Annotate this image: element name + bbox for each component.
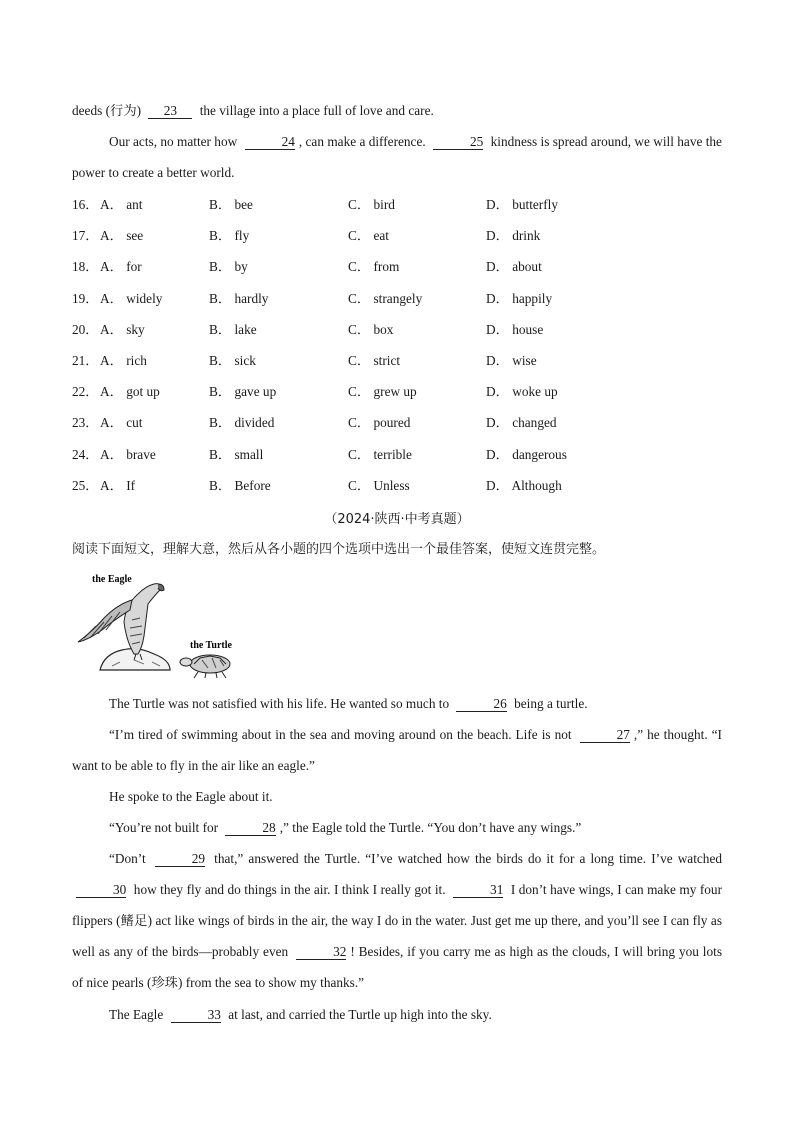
- option-d[interactable]: D． about: [486, 259, 542, 275]
- option-c[interactable]: C． strict: [348, 353, 401, 368]
- option-c[interactable]: C． from: [348, 259, 400, 275]
- instruction: 阅读下面短文，理解大意，然后从各小题的四个选项中选出一个最佳答案，使短文连贯完整。: [72, 542, 606, 557]
- question-number: 22．: [72, 384, 99, 400]
- option-d[interactable]: D． butterfly: [486, 197, 559, 212]
- text: being a turtle.: [514, 696, 588, 711]
- option-d[interactable]: D． house: [486, 321, 544, 337]
- text: deeds (行为): [72, 103, 142, 118]
- story-paragraph-6: [72, 999, 722, 1030]
- option-a[interactable]: A． widely: [100, 290, 163, 306]
- option-a[interactable]: A． see: [100, 228, 144, 244]
- option-d[interactable]: D． dangerous: [486, 446, 567, 462]
- text: “Don’t: [109, 851, 146, 866]
- option-a[interactable]: A． for: [100, 259, 142, 275]
- text: I don’t have wings, I can make my four flippers (鳍足) act like wings of birds in the air, the way I do in the water. Just get me up there, and you’ll see I can fly as well as any of the birds—probably even: [72, 882, 723, 959]
- text: how they fly and do things in the air. I think I really got it.: [133, 882, 446, 897]
- source-label: （2024·陕西·中考真题）: [324, 512, 470, 527]
- turtle-label: the Turtle: [190, 640, 232, 651]
- blank-27: 27: [580, 727, 630, 743]
- blank-28: 28: [225, 820, 275, 836]
- text: the village into a place full of love and care.: [199, 103, 434, 118]
- option-c[interactable]: C． box: [348, 321, 394, 337]
- blank-30: 30: [76, 882, 126, 898]
- option-d[interactable]: D． changed: [486, 415, 557, 431]
- option-b[interactable]: B． bee: [209, 197, 253, 212]
- question-number: 17．: [72, 228, 99, 244]
- blank-24: 24: [245, 134, 295, 150]
- text: , can make a difference.: [298, 134, 426, 149]
- option-c[interactable]: C． strangely: [348, 290, 423, 306]
- text: the power to create a better world.: [72, 134, 722, 180]
- option-a[interactable]: A． sky: [100, 321, 145, 337]
- option-b[interactable]: B． small: [209, 446, 264, 462]
- story-paragraph-4: [72, 812, 722, 843]
- question-number: 25．: [72, 477, 99, 493]
- eagle-icon: [78, 584, 164, 660]
- text: The Turtle was not satisfied with his life. He wanted so much to: [109, 696, 450, 711]
- option-c[interactable]: C． grew up: [348, 384, 417, 400]
- option-b[interactable]: B． sick: [209, 353, 256, 368]
- eagle-turtle-illustration: [74, 570, 244, 682]
- option-b[interactable]: B． hardly: [209, 290, 269, 306]
- blank-31: 31: [453, 882, 503, 898]
- text: that,” answered the Turtle. “I’ve watched how the birds do it for a long time. I’ve watched: [214, 851, 723, 866]
- option-a[interactable]: A． If: [100, 477, 136, 493]
- option-c[interactable]: C． eat: [348, 228, 389, 244]
- text: “You’re not built for: [109, 820, 219, 835]
- blank-23: 23: [148, 103, 192, 119]
- option-a[interactable]: A． ant: [100, 197, 143, 212]
- passage-paragraph-last: [72, 126, 722, 188]
- option-c[interactable]: C． poured: [348, 415, 411, 431]
- option-d[interactable]: D． woke up: [486, 384, 558, 400]
- passage-line-23: [72, 95, 722, 126]
- option-b[interactable]: B． fly: [209, 228, 250, 244]
- option-d[interactable]: D． Although: [486, 477, 562, 493]
- question-number: 18．: [72, 259, 99, 275]
- eagle-label: the Eagle: [92, 574, 132, 585]
- option-a[interactable]: A． got up: [100, 384, 160, 400]
- blank-33: 33: [171, 1007, 221, 1023]
- story-paragraph-2: [72, 719, 722, 781]
- text: kindness is spread around, we will have: [490, 134, 703, 149]
- option-d[interactable]: D． happily: [486, 290, 553, 306]
- option-b[interactable]: B． by: [209, 259, 248, 275]
- text: ,” the Eagle told the Turtle. “You don’t have any wings.”: [279, 820, 582, 835]
- option-b[interactable]: B． lake: [209, 321, 257, 337]
- text: Our acts, no matter how: [109, 134, 238, 149]
- question-number: 20．: [72, 321, 99, 337]
- blank-32: 32: [296, 944, 346, 960]
- option-c[interactable]: C． bird: [348, 197, 395, 212]
- question-number: 16．: [72, 197, 99, 212]
- option-b[interactable]: B． divided: [209, 415, 275, 431]
- story-paragraph-1: [72, 688, 722, 719]
- option-c[interactable]: C． Unless: [348, 477, 410, 493]
- text: ,” he thought. “I want to be able to fly in the air like an eagle.”: [72, 727, 722, 773]
- text: at last, and carried the Turtle up high into the sky.: [228, 1007, 492, 1022]
- text: The Eagle: [109, 1007, 164, 1022]
- option-a[interactable]: A． rich: [100, 353, 147, 368]
- question-number: 19．: [72, 290, 99, 306]
- option-d[interactable]: D． drink: [486, 228, 541, 244]
- option-b[interactable]: B． Before: [209, 477, 271, 493]
- blank-29: 29: [155, 851, 205, 867]
- option-a[interactable]: A． brave: [100, 446, 156, 462]
- question-number: 21．: [72, 353, 99, 368]
- option-b[interactable]: B． gave up: [209, 384, 277, 400]
- story-paragraph-3: He spoke to the Eagle about it.: [109, 789, 273, 804]
- blank-26: 26: [456, 696, 506, 712]
- option-a[interactable]: A． cut: [100, 415, 143, 431]
- text: “I’m tired of swimming about in the sea and moving around on the beach. Life is not: [109, 727, 572, 742]
- question-number: 24．: [72, 446, 99, 462]
- blank-25: 25: [433, 134, 483, 150]
- option-d[interactable]: D． wise: [486, 353, 537, 368]
- text: ! Besides, if you carry me as high as the clouds, I will bring you lots of nice pearls (珍珠) from the sea to show my thanks.”: [72, 944, 723, 990]
- story-paragraph-5: [72, 843, 722, 998]
- turtle-icon: [180, 655, 230, 678]
- option-c[interactable]: C． terrible: [348, 446, 412, 462]
- question-number: 23．: [72, 415, 99, 431]
